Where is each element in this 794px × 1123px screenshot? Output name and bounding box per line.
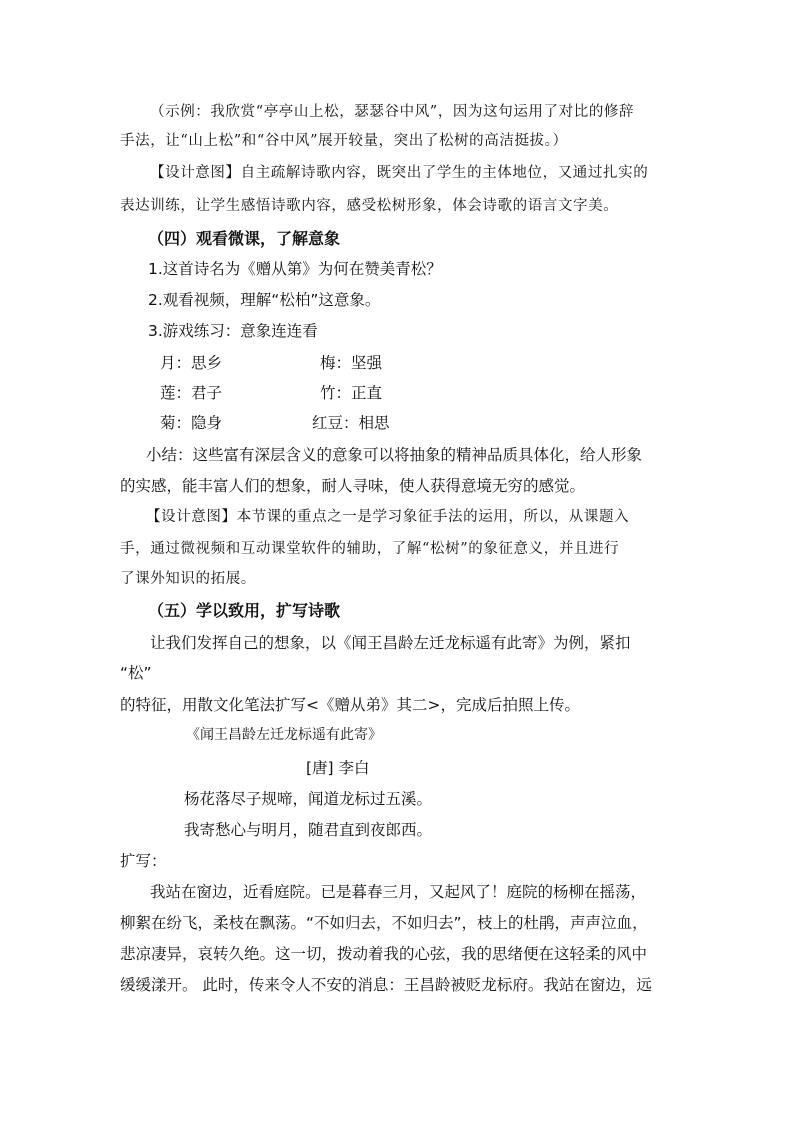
- design-intent-1-line-1: 【设计意图】自主疏解诗歌内容，既突出了学生的主体地位，又通过扎实的: [150, 165, 649, 181]
- design-intent-2-line-2: 手，通过微视频和互动课堂软件的辅助，了解“松树”的象征意义，并且进行: [120, 541, 620, 557]
- imagery-pair-plum: 梅：坚强: [320, 354, 383, 372]
- expand-line-4: 缓缓漾开。 此时，传来令人不安的消息：王昌龄被贬龙标府。我站在窗边，远: [120, 976, 652, 994]
- expand-line-2: 柳絮在纷飞，柔枝在飘荡。“不如归去，不如归去”，枝上的杜鹃，声声泣血，: [120, 914, 648, 932]
- expand-line-3: 悲凉凄异，哀转久绝。这一切，拨动着我的心弦，我的思绪便在这轻柔的风中: [120, 945, 648, 963]
- section-4-item-2: 2.观看视频，理解“松柏”这意象。: [148, 291, 381, 309]
- poem-line-2: 我寄愁心与明月，随君直到夜郎西。: [184, 821, 433, 839]
- example-line-1: （示例：我欣赏“亭亭山上松，瑟瑟谷中风”，因为这句运用了对比的修辞: [150, 104, 635, 120]
- section-5-intro-line-1: 让我们发挥自己的想象，以《闻王昌龄左迁龙标遥有此寄》为例，紧扣: [150, 634, 631, 652]
- summary-line-2: 的实感，能丰富人们的想象，耐人寻味，使人获得意境无穷的感觉。: [120, 477, 586, 495]
- expand-line-1: 我站在窗边，近看庭院。已是暮春三月，又起风了！庭院的杨柳在摇荡，: [150, 883, 647, 901]
- section-5-heading: （五）学以致用，扩写诗歌: [148, 601, 341, 620]
- poem-line-1: 杨花落尽子规啼，闻道龙标过五溪。: [184, 790, 433, 808]
- section-5-intro-line-3: 的特征，用散文化笔法扩写<《赠从弟》其二>，完成后拍照上传。: [120, 696, 580, 714]
- section-4-item-1: 1.这首诗名为《赠从第》为何在赞美青松？: [148, 260, 442, 278]
- summary-line-1: 小结：这些富有深层含义的意象可以将抽象的精神品质具体化，给人形象: [146, 446, 643, 464]
- section-5-intro-line-2: “松”: [120, 664, 152, 682]
- design-intent-2-line-1: 【设计意图】本节课的重点之一是学习象征手法的运用，所以，从课题入: [146, 509, 630, 525]
- imagery-pair-chrysanthemum: 菊：隐身: [160, 414, 223, 432]
- section-4-heading: （四）观看微课，了解意象: [148, 229, 341, 248]
- expand-label: 扩写：: [120, 852, 167, 870]
- imagery-pair-red-bean: 红豆：相思: [312, 414, 390, 432]
- section-4-item-3: 3.游戏练习：意象连连看: [148, 322, 318, 340]
- poem-author: [唐] 李白: [306, 759, 370, 777]
- imagery-pair-lotus: 莲：君子: [160, 384, 223, 402]
- imagery-pair-bamboo: 竹：正直: [320, 384, 383, 402]
- design-intent-1-line-2: 表达训练，让学生感悟诗歌内容，感受松树形象，体会诗歌的语言文字美。: [120, 198, 619, 214]
- example-line-2: 手法，让“山上松”和“谷中风”展开较量，突出了松树的高洁挺拔。）: [120, 133, 568, 149]
- design-intent-2-line-3: 了课外知识的拓展。: [120, 571, 256, 587]
- poem-title: 《闻王昌龄左迁龙标遥有此寄》: [186, 727, 382, 743]
- imagery-pair-moon: 月：思乡: [160, 354, 223, 372]
